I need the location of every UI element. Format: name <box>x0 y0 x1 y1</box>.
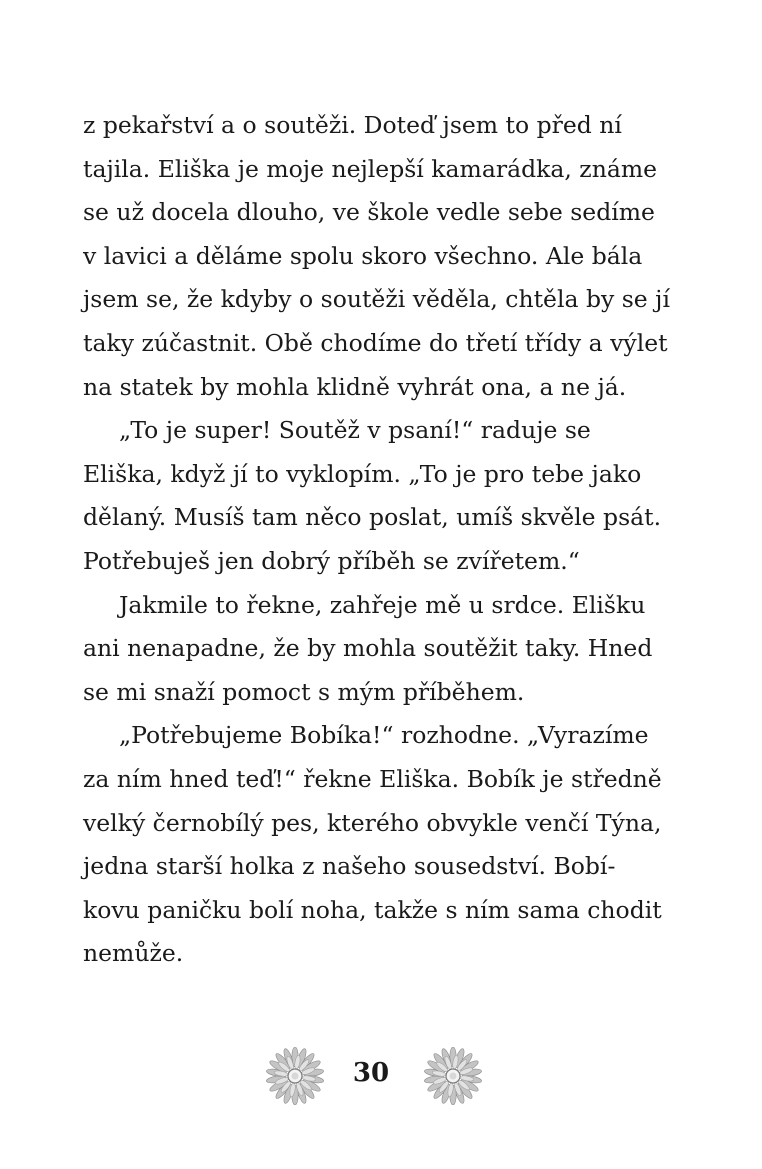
text-line: se mi snaží pomoct s mým příběhem. <box>83 677 525 706</box>
text-line: taky zúčastnit. Obě chodíme do třetí třídy a výlet <box>83 328 668 357</box>
text-line: nemůže. <box>83 939 184 968</box>
text-line: velký černobílý pes, kterého obvykle venčí Týna, <box>83 808 662 837</box>
text-line: tajila. Eliška je moje nejlepší kamarádka, známe <box>83 154 658 183</box>
daisy-flower-icon <box>266 1047 324 1105</box>
text-line: „To je super! Soutěž v psaní!“ raduje se <box>119 416 591 445</box>
text-line: jsem se, že kdyby o soutěži věděla, chtěla by se jí <box>83 285 670 314</box>
text-line: jedna starší holka z našeho sousedství. Bobí- <box>83 852 616 881</box>
text-line: Potřebuješ jen dobrý příběh se zvířetem.“ <box>83 546 580 575</box>
text-line: dělaný. Musíš tam něco poslat, umíš skvěle psát. <box>83 503 662 532</box>
text-line: na statek by mohla klidně vyhrát ona, a ne já. <box>83 372 627 401</box>
body-text <box>83 104 683 976</box>
text-line: Eliška, když jí to vyklopím. „To je pro tebe jako <box>83 459 642 488</box>
page-footer <box>0 1046 762 1106</box>
text-line: ani nenapadne, že by mohla soutěžit taky. Hned <box>83 634 653 663</box>
page-number: 30 <box>352 1058 390 1088</box>
text-line: za ním hned teď!“ řekne Eliška. Bobík je středně <box>83 764 662 793</box>
text-line: z pekařství a o soutěži. Doteď jsem to před ní <box>83 111 622 139</box>
text-line: kovu paničku bolí noha, takže s ním sama chodit <box>83 895 662 924</box>
text-line: „Potřebujeme Bobíka!“ rozhodne. „Vyrazíme <box>119 721 649 750</box>
text-line: se už docela dlouho, ve škole vedle sebe sedíme <box>83 198 655 227</box>
text-line: v lavici a děláme spolu skoro všechno. Ale bála <box>83 241 643 270</box>
text-line: Jakmile to řekne, zahřeje mě u srdce. Elišku <box>119 590 646 619</box>
daisy-flower-icon <box>424 1047 482 1105</box>
